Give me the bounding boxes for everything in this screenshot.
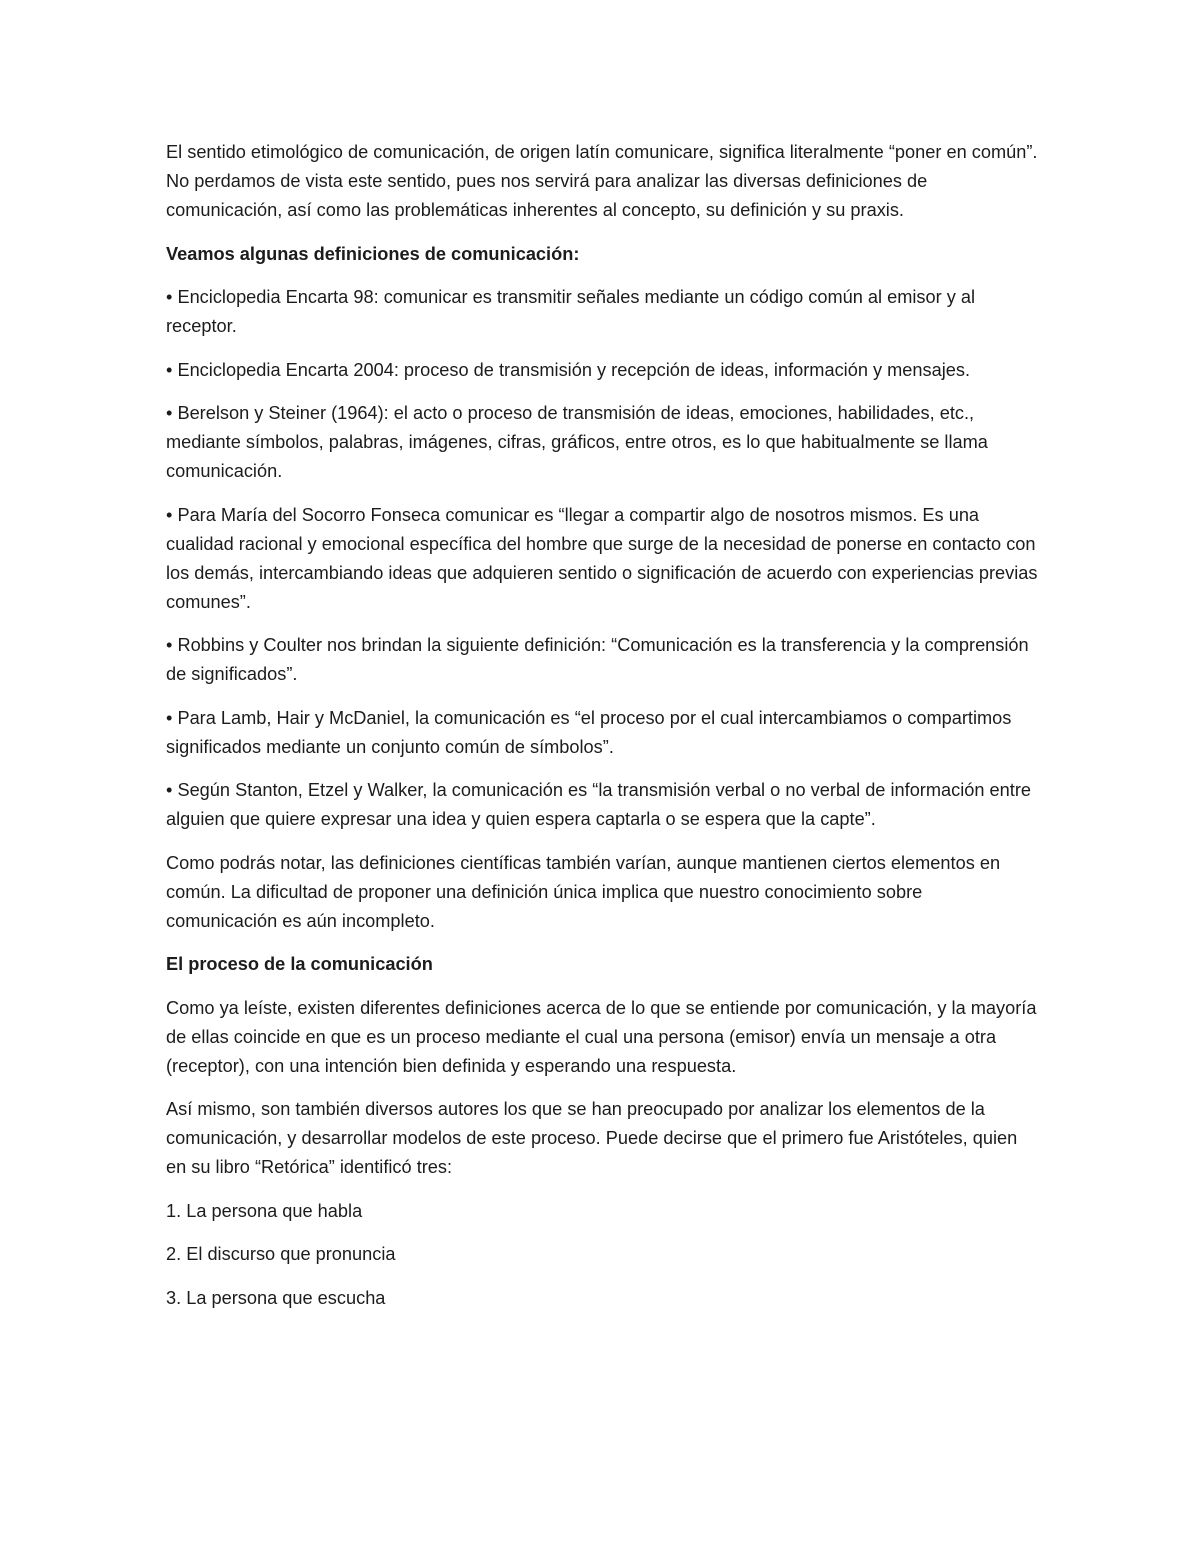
- list-item: [166, 399, 1038, 486]
- bullet-mark: •: [166, 504, 173, 525]
- bullet-mark: •: [166, 780, 173, 800]
- document-page: [166, 138, 1038, 1327]
- bullet-mark: •: [166, 635, 173, 655]
- intro-paragraph: El sentido etimológico de comunicación, de origen latín comunicare, significa literalmente “poner en común”. No perdamos de vista este sentido, pues nos servirá para analizar las diversas definiciones de comunicación, así como las problemáticas inherentes al concepto, su definición y su praxis.: [166, 142, 1038, 220]
- list-item: 3. La persona que escucha: [166, 1287, 386, 1308]
- list-item: [166, 501, 1038, 617]
- process-paragraph-2: Así mismo, son también diversos autores los que se han preocupado por analizar los elementos de la comunicación, y desarrollar modelos de este proceso. Puede decirse que el primero fue Aristóteles, quien en su libro “Retórica” identificó tres:: [166, 1099, 1018, 1177]
- bullet-mark: •: [166, 359, 173, 380]
- definition-text: Según Stanton, Etzel y Walker, la comunicación es “la transmisión verbal o no verbal de información entre alguien que quiere expresar una idea y quien espera captarla o se espera que la capte”.: [166, 780, 1031, 829]
- definition-text: Para María del Socorro Fonseca comunicar es “llegar a compartir algo de nosotros mismos. Es una cualidad racional y emocional específica del hombre que surge de la necesidad de ponerse en contacto con los demás, intercambiando ideas que adquieren sentido o significación de acuerdo con experiencias previas comunes”.: [166, 504, 1038, 612]
- definition-text: Robbins y Coulter nos brindan la siguiente definición: “Comunicación es la transferencia y la comprensión de significados”.: [166, 635, 1029, 684]
- list-item: [166, 631, 1038, 689]
- definition-text: Enciclopedia Encarta 2004: proceso de transmisión y recepción de ideas, información y mensajes.: [177, 359, 971, 380]
- definition-text: Berelson y Steiner (1964): el acto o proceso de transmisión de ideas, emociones, habilidades, etc., mediante símbolos, palabras, imágenes, cifras, gráficos, entre otros, es lo que habitualmente se llama comunicación.: [166, 403, 988, 481]
- definitions-heading: Veamos algunas definiciones de comunicación:: [166, 243, 580, 264]
- list-item: [166, 283, 1038, 341]
- conclusion-paragraph: Como podrás notar, las definiciones científicas también varían, aunque mantienen ciertos elementos en común. La dificultad de proponer una definición única implica que nuestro conocimiento sobre comunicación es aún incompleto.: [166, 852, 1001, 931]
- process-heading: El proceso de la comunicación: [166, 954, 433, 974]
- list-item: 1. La persona que habla: [166, 1200, 363, 1221]
- list-item: [166, 776, 1038, 834]
- definitions-list: [166, 283, 1038, 834]
- bullet-mark: •: [166, 707, 173, 728]
- definition-text: Para Lamb, Hair y McDaniel, la comunicación es “el proceso por el cual intercambiamos o compartimos significados mediante un conjunto común de símbolos”.: [166, 707, 1012, 757]
- bullet-mark: •: [166, 287, 173, 307]
- elements-list: [166, 1197, 1038, 1313]
- bullet-mark: •: [166, 403, 173, 423]
- list-item: [166, 356, 1038, 385]
- process-paragraph-1: Como ya leíste, existen diferentes definiciones acerca de lo que se entiende por comunicación, y la mayoría de ellas coincide en que es un proceso mediante el cual una persona (emisor) envía un mensaje a otra (receptor), con una intención bien definida y esperando una respuesta.: [166, 997, 1037, 1076]
- definition-text: Enciclopedia Encarta 98: comunicar es transmitir señales mediante un código común al emisor y al receptor.: [166, 287, 976, 336]
- list-item: [166, 704, 1038, 762]
- list-item: 2. El discurso que pronuncia: [166, 1244, 396, 1264]
